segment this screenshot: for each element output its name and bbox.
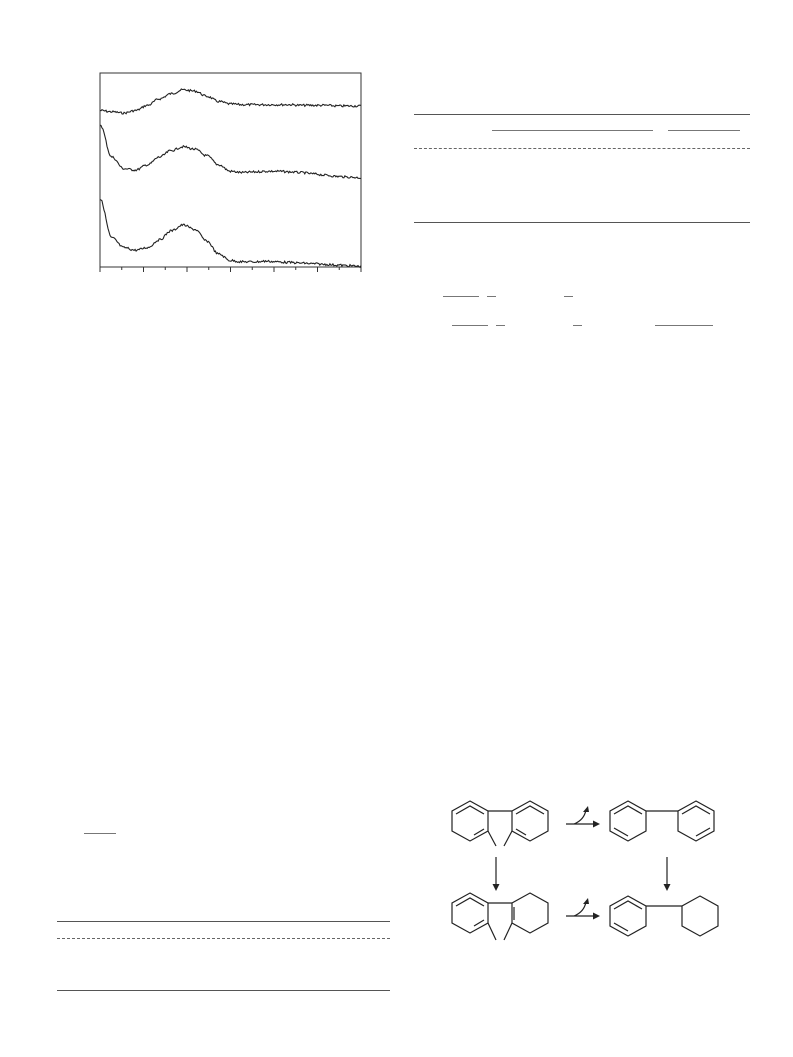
curved-arrow-top (574, 810, 586, 824)
reaction-arrows (496, 810, 667, 916)
curved-arrow-bottom (574, 902, 586, 916)
dibenzofuran-structure (452, 801, 548, 846)
tetrahydrodibenzofuran-structure (452, 893, 548, 940)
biphenyl-structure (610, 801, 714, 841)
cyclohexylbenzene-structure (610, 896, 718, 936)
